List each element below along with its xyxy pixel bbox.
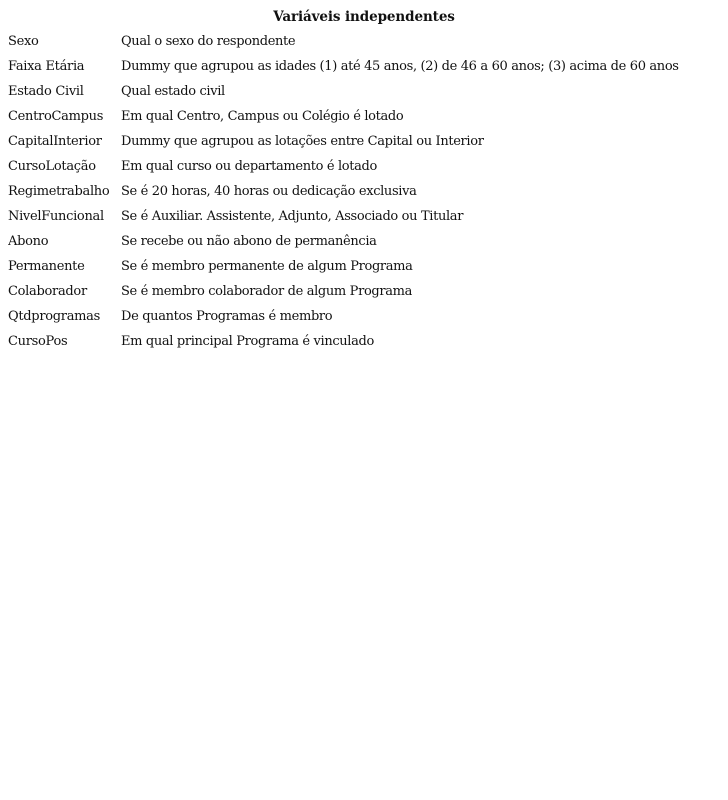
- variable-description: Qual o sexo do respondente: [121, 34, 296, 49]
- variable-name: CapitalInterior: [8, 134, 102, 149]
- table-row: [8, 33, 728, 58]
- table-row: [8, 233, 728, 258]
- variable-description: Se é 20 horas, 40 horas ou dedicação exclusiva: [121, 184, 417, 199]
- table-row: [8, 158, 728, 183]
- table-row: [8, 108, 728, 133]
- table-row: [8, 258, 728, 283]
- variable-name: Regimetrabalho: [8, 184, 110, 199]
- variable-description: De quantos Programas é membro: [121, 309, 333, 324]
- table-row: [8, 333, 728, 358]
- table-title: Variáveis independentes: [273, 9, 455, 25]
- table-row: [8, 133, 728, 158]
- variable-name: NivelFuncional: [8, 209, 104, 224]
- variable-name: Permanente: [8, 259, 85, 274]
- variables-table: [8, 33, 728, 358]
- table-row: [8, 308, 728, 333]
- variable-name: Estado Civil: [8, 84, 84, 99]
- variable-description: Em qual Centro, Campus ou Colégio é lotado: [121, 109, 404, 124]
- variable-description: Dummy que agrupou as lotações entre Capital ou Interior: [121, 134, 484, 149]
- variable-description: Se recebe ou não abono de permanência: [121, 234, 377, 249]
- variable-description: Se é Auxiliar. Assistente, Adjunto, Associado ou Titular: [121, 209, 464, 224]
- table-row: [8, 83, 728, 108]
- variable-name: CursoLotação: [8, 159, 96, 174]
- variable-name: CursoPos: [8, 334, 68, 349]
- table-row: [8, 58, 728, 83]
- variable-name: Sexo: [8, 34, 39, 49]
- variable-name: Faixa Etária: [8, 59, 85, 74]
- variable-description: Dummy que agrupou as idades (1) até 45 anos, (2) de 46 a 60 anos; (3) acima de 60 anos: [121, 59, 679, 74]
- variable-name: Colaborador: [8, 284, 87, 299]
- table-row: [8, 283, 728, 308]
- variable-name: Qtdprogramas: [8, 309, 101, 324]
- variable-name: Abono: [8, 234, 49, 249]
- variable-description: Em qual curso ou departamento é lotado: [121, 159, 377, 174]
- variable-description: Se é membro permanente de algum Programa: [121, 259, 413, 274]
- variable-description: Em qual principal Programa é vinculado: [121, 334, 374, 349]
- variable-description: Qual estado civil: [121, 84, 225, 99]
- variable-name: CentroCampus: [8, 109, 104, 124]
- variable-description: Se é membro colaborador de algum Programa: [121, 284, 413, 299]
- table-row: [8, 183, 728, 208]
- table-row: [8, 208, 728, 233]
